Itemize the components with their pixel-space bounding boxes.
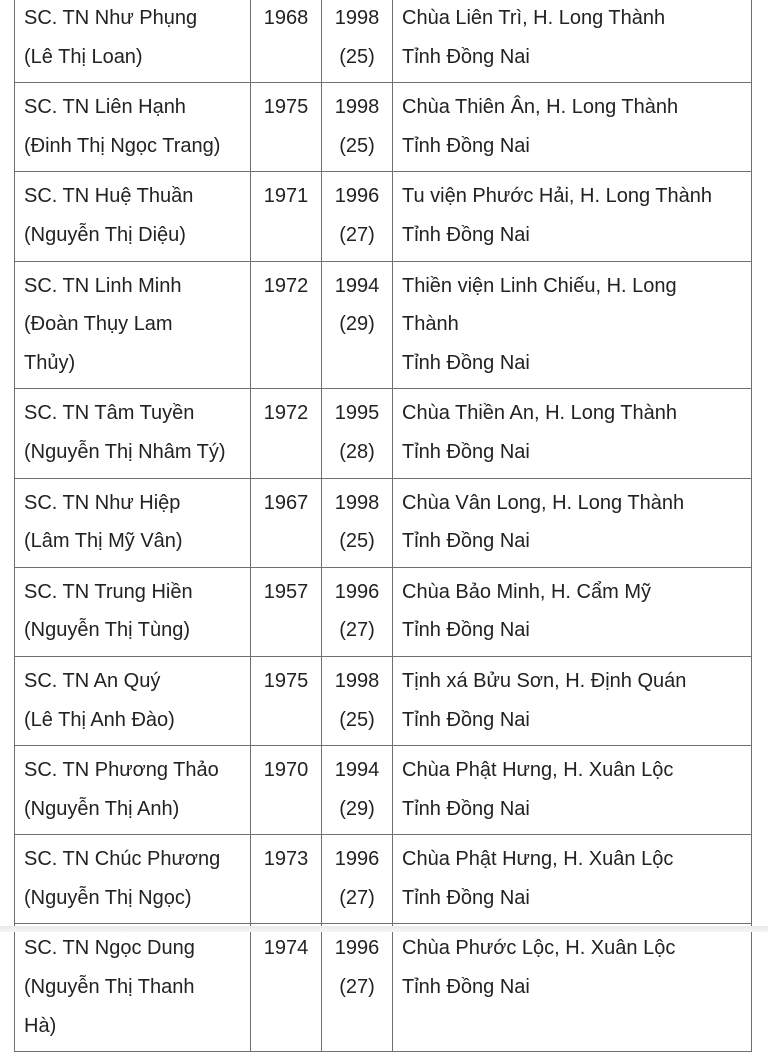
temple-location-line: Chùa Phước Lộc, H. Xuân Lộc xyxy=(402,937,676,960)
birth-year: 1971 xyxy=(263,185,309,208)
temple-location-cell xyxy=(393,172,752,261)
ordination-year: 1998 xyxy=(334,491,380,514)
temple-location-line: Chùa Vân Long, H. Long Thành xyxy=(402,491,685,514)
birth-year-cell xyxy=(251,261,322,389)
ordination-cell xyxy=(322,656,393,745)
table-row xyxy=(15,924,752,1052)
birth-year: 1967 xyxy=(263,491,309,514)
birth-year: 1975 xyxy=(263,669,309,692)
nun-name-line: (Nguyễn Thị Nhâm Tý) xyxy=(24,440,226,463)
table-body xyxy=(15,0,752,1052)
nun-name-cell xyxy=(15,83,251,172)
nun-name-line: SC. TN Ngọc Dung xyxy=(24,937,195,960)
nun-name-line: SC. TN Phương Thảo xyxy=(24,759,219,782)
ordination-age: (27) xyxy=(339,223,375,246)
nun-name-line: (Nguyễn Thị Tùng) xyxy=(24,619,191,642)
birth-year-cell xyxy=(251,389,322,478)
table-row xyxy=(15,389,752,478)
nun-name-line: (Nguyễn Thị Diệu) xyxy=(24,223,186,246)
table-row xyxy=(15,172,752,261)
nun-name-line: (Nguyễn Thị Thanh xyxy=(24,976,195,999)
ordination-cell xyxy=(322,835,393,924)
ordination-cell xyxy=(322,478,393,567)
nun-name-line: SC. TN Chúc Phương xyxy=(24,848,221,871)
ordination-cell xyxy=(322,567,393,656)
ordination-year: 1994 xyxy=(334,274,380,297)
temple-location-line: Tỉnh Đồng Nai xyxy=(402,530,530,553)
table-row xyxy=(15,0,752,83)
ordination-age: (27) xyxy=(339,886,375,909)
temple-location-line: Tịnh xá Bửu Sơn, H. Định Quán xyxy=(402,669,687,692)
nun-name-line: (Nguyễn Thị Ngọc) xyxy=(24,886,192,909)
ordination-age: (25) xyxy=(339,134,375,157)
ordination-age: (29) xyxy=(339,797,375,820)
ordination-cell xyxy=(322,746,393,835)
temple-location-cell xyxy=(393,261,752,389)
nun-name-line: (Lê Thị Loan) xyxy=(24,45,143,68)
birth-year: 1972 xyxy=(263,274,309,297)
birth-year: 1975 xyxy=(263,96,309,119)
temple-location-cell xyxy=(393,478,752,567)
temple-location-cell xyxy=(393,746,752,835)
nun-name-line: (Nguyễn Thị Anh) xyxy=(24,797,180,820)
nun-name-cell xyxy=(15,746,251,835)
nun-name-line: (Đoàn Thụy Lam xyxy=(24,313,173,336)
temple-location-line: Tỉnh Đồng Nai xyxy=(402,797,530,820)
ordination-age: (27) xyxy=(339,976,375,999)
nun-name-line: SC. TN Liên Hạnh xyxy=(24,96,186,119)
ordination-year: 1998 xyxy=(334,96,380,119)
temple-location-line: Tỉnh Đồng Nai xyxy=(402,440,530,463)
temple-location-line: Chùa Thiền An, H. Long Thành xyxy=(402,402,678,425)
table-row xyxy=(15,83,752,172)
nun-name-line: SC. TN Trung Hiền xyxy=(24,580,193,603)
nun-name-cell xyxy=(15,0,251,83)
ordination-year: 1998 xyxy=(334,7,380,29)
nun-name-line: Thủy) xyxy=(24,351,76,374)
ordination-age: (25) xyxy=(339,708,375,731)
table-row xyxy=(15,835,752,924)
birth-year-cell xyxy=(251,172,322,261)
ordination-year: 1998 xyxy=(334,669,380,692)
ordination-age: (25) xyxy=(339,45,375,68)
ordination-year: 1996 xyxy=(334,937,380,960)
ordination-age: (25) xyxy=(339,530,375,553)
temple-location-cell xyxy=(393,835,752,924)
temple-location-line: Tỉnh Đồng Nai xyxy=(402,886,530,909)
birth-year-cell xyxy=(251,746,322,835)
birth-year-cell xyxy=(251,83,322,172)
nun-name-cell xyxy=(15,656,251,745)
temple-location-line: Tỉnh Đồng Nai xyxy=(402,619,530,642)
table-row xyxy=(15,746,752,835)
birth-year-cell xyxy=(251,924,322,1052)
birth-year-cell xyxy=(251,478,322,567)
temple-location-cell xyxy=(393,83,752,172)
nun-name-line: (Lâm Thị Mỹ Vân) xyxy=(24,530,183,553)
birth-year: 1972 xyxy=(263,402,309,425)
nun-name-cell xyxy=(15,567,251,656)
nun-name-line: SC. TN Như Phụng xyxy=(24,7,198,29)
temple-location-cell xyxy=(393,389,752,478)
temple-location-cell xyxy=(393,567,752,656)
ordination-cell xyxy=(322,389,393,478)
table-row xyxy=(15,478,752,567)
birth-year: 1968 xyxy=(263,7,309,29)
table-row xyxy=(15,656,752,745)
birth-year: 1974 xyxy=(263,937,309,960)
ordination-cell xyxy=(322,924,393,1052)
temple-location-line: Tỉnh Đồng Nai xyxy=(402,708,530,731)
nun-ordination-table-container xyxy=(14,0,751,1052)
temple-location-line: Chùa Thiên Ân, H. Long Thành xyxy=(402,96,679,119)
ordination-cell xyxy=(322,0,393,83)
temple-location-line: Tỉnh Đồng Nai xyxy=(402,223,530,246)
table-row xyxy=(15,567,752,656)
ordination-cell xyxy=(322,261,393,389)
temple-location-cell xyxy=(393,924,752,1052)
nun-name-cell xyxy=(15,924,251,1052)
temple-location-line: Thành xyxy=(402,313,459,336)
temple-location-line: Tỉnh Đồng Nai xyxy=(402,45,530,68)
birth-year-cell xyxy=(251,567,322,656)
temple-location-line: Chùa Bảo Minh, H. Cẩm Mỹ xyxy=(402,580,651,603)
nun-name-cell xyxy=(15,478,251,567)
nun-name-line: (Lê Thị Anh Đào) xyxy=(24,708,175,731)
ordination-year: 1996 xyxy=(334,185,380,208)
temple-location-line: Tu viện Phước Hải, H. Long Thành xyxy=(402,185,712,208)
temple-location-line: Tỉnh Đồng Nai xyxy=(402,976,530,999)
nun-name-cell xyxy=(15,389,251,478)
ordination-age: (29) xyxy=(339,313,375,336)
nun-name-cell xyxy=(15,835,251,924)
temple-location-cell xyxy=(393,0,752,83)
nun-name-cell xyxy=(15,261,251,389)
temple-location-line: Thiền viện Linh Chiếu, H. Long xyxy=(402,274,677,297)
ordination-cell xyxy=(322,83,393,172)
ordination-year: 1996 xyxy=(334,848,380,871)
nun-name-line: SC. TN Huệ Thuần xyxy=(24,185,194,208)
nun-name-line: SC. TN Tâm Tuyền xyxy=(24,402,195,425)
nun-name-line: SC. TN Linh Minh xyxy=(24,274,182,297)
nun-name-line: Hà) xyxy=(24,1014,57,1037)
nun-ordination-table xyxy=(14,0,752,1052)
ordination-year: 1994 xyxy=(334,759,380,782)
birth-year-cell xyxy=(251,835,322,924)
temple-location-line: Chùa Liên Trì, H. Long Thành xyxy=(402,7,666,29)
nun-name-line: (Đinh Thị Ngọc Trang) xyxy=(24,134,221,157)
birth-year: 1957 xyxy=(263,580,309,603)
temple-location-cell xyxy=(393,656,752,745)
ordination-year: 1996 xyxy=(334,580,380,603)
ordination-year: 1995 xyxy=(334,402,380,425)
ordination-cell xyxy=(322,172,393,261)
ordination-age: (27) xyxy=(339,619,375,642)
birth-year: 1973 xyxy=(263,848,309,871)
nun-name-line: SC. TN Như Hiệp xyxy=(24,491,181,514)
birth-year-cell xyxy=(251,0,322,83)
temple-location-line: Tỉnh Đồng Nai xyxy=(402,351,530,374)
page-bottom-edge xyxy=(0,926,768,932)
nun-name-cell xyxy=(15,172,251,261)
table-row xyxy=(15,261,752,389)
ordination-age: (28) xyxy=(339,440,375,463)
temple-location-line: Tỉnh Đồng Nai xyxy=(402,134,530,157)
birth-year: 1970 xyxy=(263,759,309,782)
birth-year-cell xyxy=(251,656,322,745)
nun-name-line: SC. TN An Quý xyxy=(24,669,161,692)
temple-location-line: Chùa Phật Hưng, H. Xuân Lộc xyxy=(402,848,674,871)
temple-location-line: Chùa Phật Hưng, H. Xuân Lộc xyxy=(402,759,674,782)
